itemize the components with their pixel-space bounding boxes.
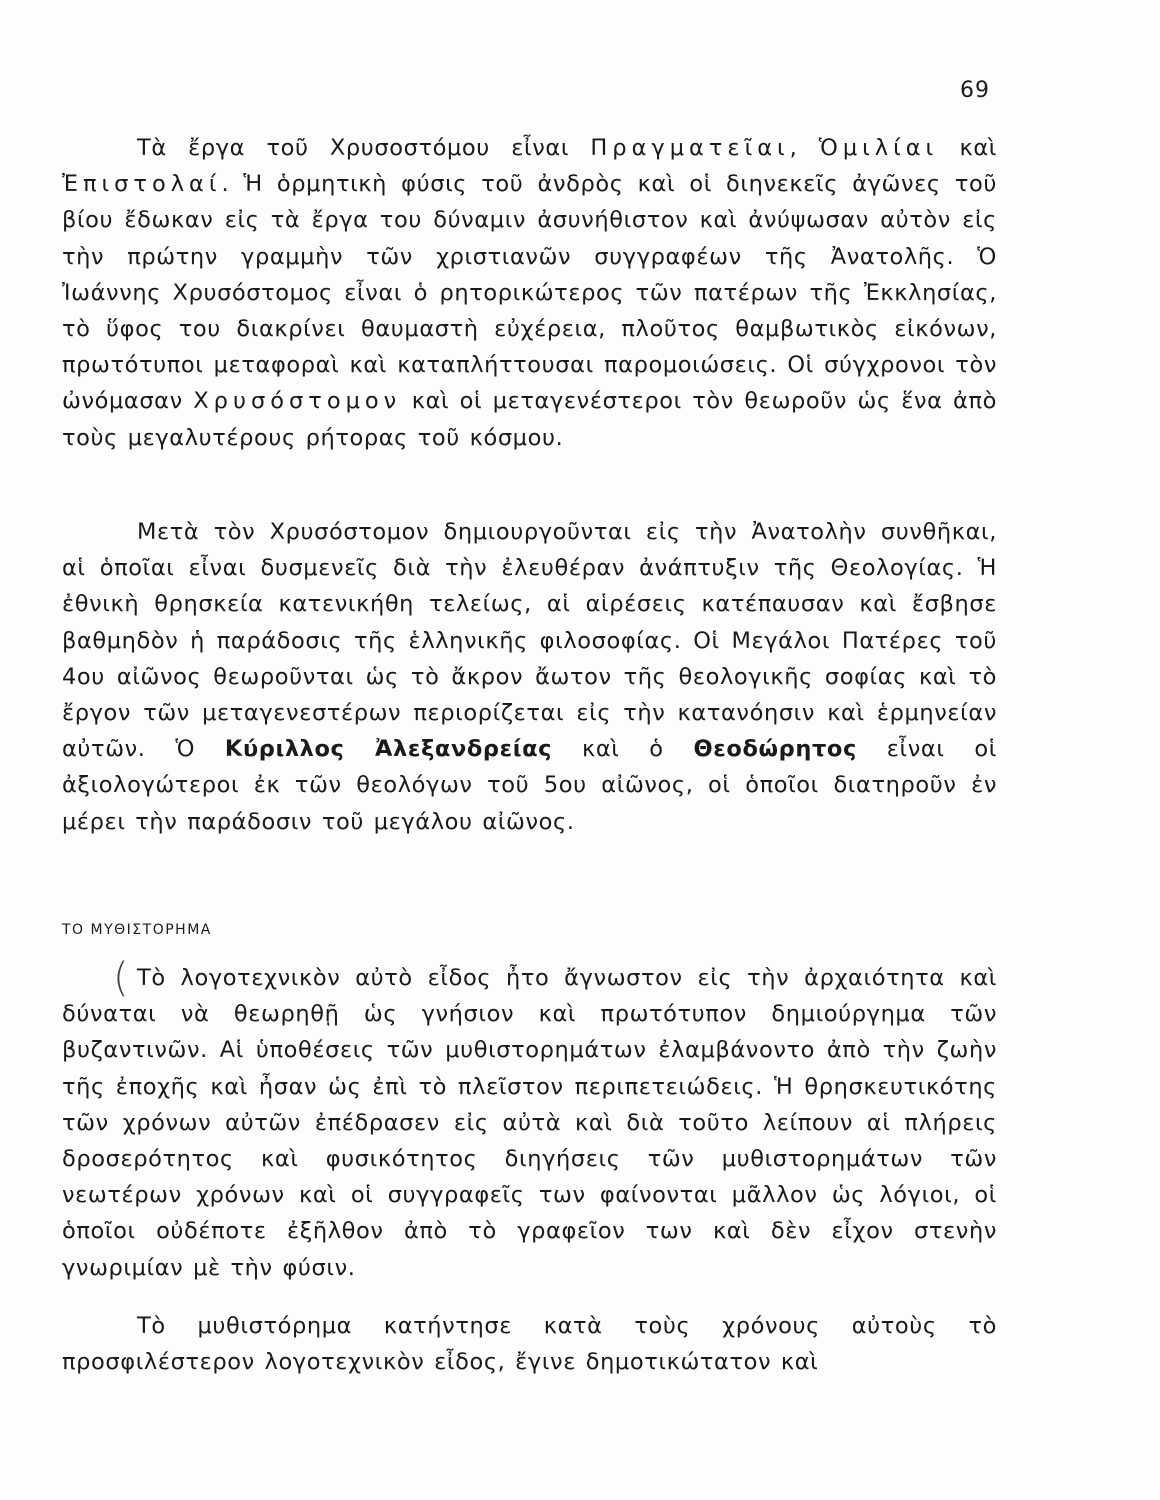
page-number: 69 — [960, 78, 990, 103]
paragraph-chrysostom-works — [62, 130, 997, 456]
paragraph-novel-popularity — [62, 1308, 997, 1380]
text-run: Μετὰ τὸν Χρυσόστομον δημιουργοῦνται εἰς τὴν Ἀνατολὴν συνθῆκαι, αἱ ὁποῖαι εἶναι δυσμενεῖς διὰ τὴν ἐλευθέραν ἀνάπτυξιν τῆς Θεολογίας. Ἡ ἐθνικὴ θρησκεία κατενικήθη τελείως, αἱ αἱρέσεις κατέπαυσαν καὶ ἔσβησε βαθμηδὸν ἡ παράδοσις τῆς ἑλληνικῆς φιλοσοφίας. Οἱ Μεγάλοι Πατέρες τοῦ 4ου αἰῶνος θεωροῦνται ὡς τὸ ἄκρον ἄωτον τῆς θεολογικῆς σοφίας καὶ τὸ ἔργον τῶν μεταγενεστέρων περιορίζεται εἰς τὴν κατανόησιν καὶ ἑρμηνείαν αὐτῶν. Ὁ — [62, 519, 997, 763]
paragraph-text: Τὸ λογοτεχνικὸν αὐτὸ εἶδος ἦτο ἄγνωστον εἰς τὴν ἀρχαιότητα καὶ δύναται νὰ θεωρηθῇ ὡς γνήσιον καὶ πρωτότυπον δημιούργημα τῶν βυζαντινῶν. Αἱ ὑποθέσεις τῶν μυθιστορημάτων ἐλαμβάνοντο ἀπὸ τὴν ζωὴν τῆς ἐποχῆς καὶ ἦσαν ὡς ἐπὶ τὸ πλεῖστον περιπετειώδεις. Ἡ θρησκευτικότης τῶν χρόνων αὐτῶν ἐπέδρασεν εἰς αὐτὰ καὶ διὰ τοῦτο λείπουν αἱ πλήρεις δροσερότητος καὶ φυσικότητος διηγήσεις τῶν μυθιστορημάτων τῶν νεωτέρων χρόνων καὶ οἱ συγγραφεῖς των φαίνονται μᾶλλον ὡς λόγιοι, οἱ ὁποῖοι οὐδέποτε ἐξῆλθον ἀπὸ τὸ γραφεῖον των καὶ δὲν εἶχον στενὴν γνωριμίαν μὲ τὴν φύσιν. — [62, 965, 997, 1281]
text-run: εἶναι οἱ ἀξιολογώτεροι ἐκ τῶν θεολόγων τοῦ 5ου αἰῶνος, οἱ ὁποῖοι διατηροῦν ἐν μέρει τὴν παράδοσιν τοῦ μεγάλου αἰῶνος. — [62, 736, 997, 835]
bold-name-cyril: Κύριλλος Ἀλεξανδρείας — [224, 736, 553, 763]
bold-name-theodoret: Θεοδώρητος — [693, 736, 857, 763]
spaced-term-chrysostom: Χρυσόστομον — [193, 388, 402, 415]
text-run: καὶ ὁ — [552, 736, 694, 763]
paragraph-after-chrysostom — [62, 514, 997, 840]
text-run: καὶ οἱ μεταγενέστεροι τὸν θεωροῦν ὡς ἕνα ἀπὸ τοὺς μεγαλυτέρους ρήτορας τοῦ κόσμου. — [62, 388, 998, 451]
text-run: . Ἡ ὁρμητικὴ φύσις τοῦ ἀνδρὸς καὶ οἱ διηνεκεῖς ἀγῶνες τοῦ βίου ἔδωκαν εἰς τὰ ἔργα του δύναμιν ἀσυνήθιστον καὶ ἀνύψωσαν αὐτὸν εἰς τὴν πρώτην γραμμὴν τῶν χριστιανῶν συγγραφέων τῆς Ἀνατολῆς. Ὁ Ἰωάννης Χρυσόστομος εἶναι ὁ ρητορικώτερος τῶν πατέρων τῆς Ἐκκλησίας, τὸ ὕφος του διακρίνει θαυμαστὴ εὐχέρεια, πλοῦτος θαμβωτικὸς εἰκόνων, πρωτότυποι μεταφοραὶ καὶ καταπλήττουσαι παρομοιώσεις. Οἱ σύγχρονοι τὸν ὠνόμασαν — [62, 171, 997, 415]
text-run: καὶ — [938, 135, 997, 161]
paragraph-novel-origin — [62, 960, 997, 1286]
paragraph-text: Τὸ μυθιστόρημα κατήντησε κατὰ τοὺς χρόνους αὐτοὺς τὸ προσφιλέστερον λογοτεχνικὸν εἶδος, ἔγινε δημοτικώτατον καὶ — [62, 1313, 997, 1376]
margin-mark: ( — [113, 955, 129, 1001]
spaced-term-treatises: Πραγματεῖαι — [590, 135, 790, 161]
spaced-term-epistles: Ἐπιστολαί — [62, 171, 222, 198]
spaced-term-homilies: Ὁμιλίαι — [818, 135, 939, 161]
text-run: , — [789, 135, 819, 161]
text-run: Τὰ ἔργα τοῦ Χρυσοστόμου εἶναι — [137, 135, 591, 161]
section-heading: ΤΟ ΜΥΘΙΣΤΟΡΗΜΑ — [62, 922, 212, 938]
